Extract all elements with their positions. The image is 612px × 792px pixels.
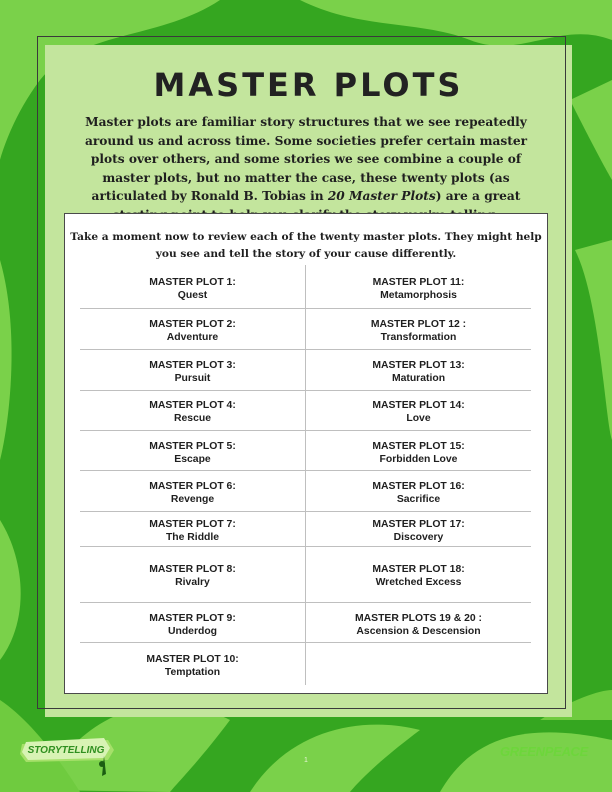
- intro-text-end: ) are a great: [435, 189, 521, 204]
- row-divider: [306, 511, 531, 512]
- plot-heading: MASTER PLOT 1:: [149, 277, 236, 288]
- plot-heading: MASTER PLOT 5:: [149, 441, 236, 452]
- plot-heading: MASTER PLOT 4:: [149, 400, 236, 411]
- plot-item: [80, 480, 305, 506]
- plot-name: Rivalry: [175, 577, 210, 588]
- plot-heading: MASTER PLOT 18:: [372, 564, 465, 575]
- plot-heading: MASTER PLOT 13:: [372, 360, 465, 371]
- plot-item: [306, 563, 531, 589]
- plot-heading: MASTER PLOT 10:: [146, 654, 239, 665]
- row-divider: [80, 511, 305, 512]
- row-divider: [306, 470, 531, 471]
- plot-heading: MASTER PLOT 3:: [149, 360, 236, 371]
- row-divider: [80, 642, 305, 643]
- plot-name: Revenge: [170, 494, 215, 505]
- plot-name: Discovery: [393, 532, 444, 543]
- row-divider: [306, 430, 531, 431]
- plot-heading: MASTER PLOT 11:: [372, 277, 465, 288]
- plot-name: Maturation: [391, 373, 446, 384]
- row-divider: [80, 308, 305, 309]
- plot-item: [80, 399, 305, 425]
- row-divider: [80, 546, 305, 547]
- plot-item: [80, 318, 305, 344]
- plot-item: [306, 440, 531, 466]
- plot-item: [306, 518, 531, 544]
- intro-paragraph: [66, 113, 546, 225]
- plot-heading: MASTER PLOT 15:: [372, 441, 465, 452]
- plot-heading: MASTER PLOTS 19 & 20 :: [354, 613, 483, 624]
- page-title: MASTER PLOTS: [153, 66, 464, 104]
- row-divider: [306, 308, 531, 309]
- plot-item: [80, 276, 305, 302]
- row-divider: [306, 390, 531, 391]
- plot-name: Pursuit: [174, 373, 211, 384]
- card-intro-text: Take a moment now to review each of the twenty master plots. They might help you see and tell the story of your cause differently.: [70, 231, 542, 260]
- plot-name: Wretched Excess: [375, 577, 462, 588]
- row-divider: [306, 642, 531, 643]
- plot-name: Temptation: [164, 667, 221, 678]
- plot-heading: MASTER PLOT 8:: [149, 564, 236, 575]
- plot-name: Forbidden Love: [379, 454, 458, 465]
- plot-item: [306, 359, 531, 385]
- plot-item: [306, 318, 531, 344]
- plot-item: [306, 399, 531, 425]
- plot-item: [80, 518, 305, 544]
- page-number: 1: [304, 757, 308, 764]
- plot-name: Rescue: [174, 413, 211, 424]
- plot-heading: MASTER PLOT 2:: [149, 319, 236, 330]
- row-divider: [306, 602, 531, 603]
- plot-name: Love: [406, 413, 431, 424]
- storytelling-logo-text: STORYTELLING: [27, 745, 105, 756]
- plot-heading: MASTER PLOT 6:: [149, 481, 236, 492]
- plot-name: Underdog: [167, 626, 218, 637]
- plot-heading: MASTER PLOT 9:: [149, 613, 236, 624]
- plot-name: Transformation: [380, 332, 457, 343]
- plot-name: Ascension & Descension: [356, 626, 481, 637]
- plot-heading: MASTER PLOT 16:: [372, 481, 465, 492]
- plot-item: [80, 612, 305, 638]
- intro-text-start: Master plots are familiar story structures that we see repeatedly around us and across time. Some societies prefer certain master plots over others, and some stories we see combine a couple of master plots, but no matter the case, these twenty plots (as articulated by Ronald B. Tobias in: [84, 115, 528, 204]
- plot-item: [306, 480, 531, 506]
- plot-heading: MASTER PLOT 14:: [372, 400, 465, 411]
- row-divider: [306, 349, 531, 350]
- row-divider: [80, 470, 305, 471]
- row-divider: [306, 546, 531, 547]
- plot-item: [80, 440, 305, 466]
- storytelling-logo: [18, 736, 118, 778]
- plot-heading: MASTER PLOT 12 :: [370, 319, 467, 330]
- plot-item: [80, 359, 305, 385]
- plot-heading: MASTER PLOT 7:: [149, 519, 236, 530]
- row-divider: [80, 430, 305, 431]
- plot-name: Sacrifice: [396, 494, 441, 505]
- row-divider: [80, 349, 305, 350]
- plot-name: The Riddle: [165, 532, 220, 543]
- plot-name: Adventure: [166, 332, 219, 343]
- plot-item: [80, 653, 305, 679]
- plot-item: [306, 276, 531, 302]
- plot-item: [306, 612, 531, 638]
- book-title: 20 Master Plots: [327, 189, 436, 204]
- plot-item: [80, 563, 305, 589]
- row-divider: [80, 390, 305, 391]
- plot-name: Quest: [177, 290, 208, 301]
- plot-heading: MASTER PLOT 17:: [372, 519, 465, 530]
- plot-name: Escape: [174, 454, 211, 465]
- plot-name: Metamorphosis: [380, 290, 457, 301]
- greenpeace-logo: GREENPEACE: [500, 744, 589, 759]
- row-divider: [80, 602, 305, 603]
